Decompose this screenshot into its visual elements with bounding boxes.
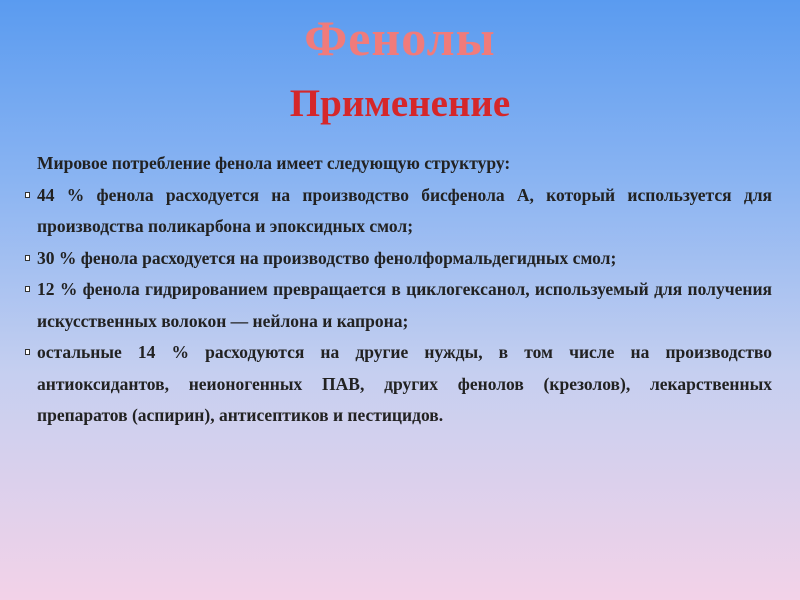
bullet-square-icon	[25, 192, 30, 198]
bullet-text: остальные 14 % расходуются на другие нужды, в том числе на производство антиоксидантов, неионогенных ПАВ, других фенолов (крезолов), лекарственных препаратов (аспирин), антисептиков и пестицидов.	[37, 342, 772, 425]
bullet-square-icon	[25, 349, 30, 355]
bullet-text: 44 % фенола расходуется на производство бисфенола А, который используется для производства поликарбона и эпоксидных смол;	[37, 184, 772, 236]
bullet-square-icon	[25, 286, 30, 292]
slide-subtitle: Применение	[289, 82, 511, 125]
bullet-list	[22, 180, 772, 432]
bullet-square-icon	[25, 255, 30, 261]
bullet-text: 12 % фенола гидрированием превращается в циклогексанол, используемый для получения искусственных волокон — нейлона и капрона;	[37, 279, 772, 331]
slide-content	[22, 148, 772, 432]
bullet-text: 30 % фенола расходуется на производство фенолформальдегидных смол;	[37, 247, 617, 268]
intro-text: Мировое потребление фенола имеет следующую структуру:	[37, 153, 511, 173]
bullet-item	[22, 180, 772, 243]
bullet-item	[22, 337, 772, 432]
slide-title: Фенолы	[304, 10, 496, 66]
bullet-item	[22, 274, 772, 337]
bullet-item	[22, 243, 772, 275]
